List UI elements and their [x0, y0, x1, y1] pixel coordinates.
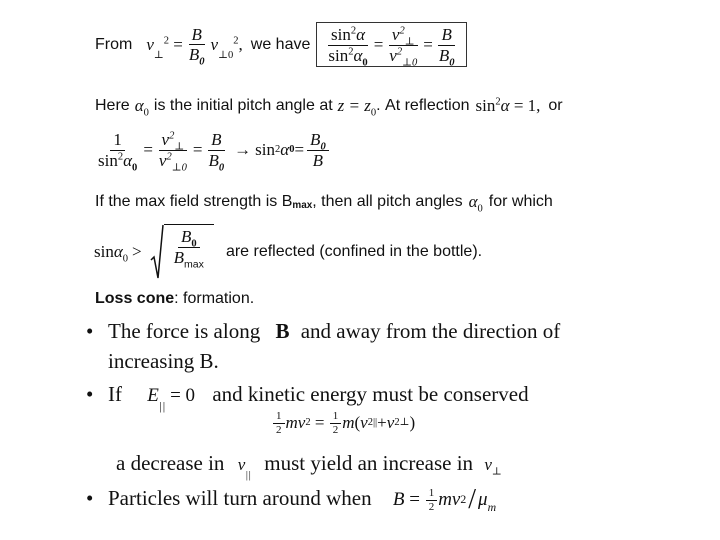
- frac-b0-b: $\frac{B_0}{B}$: [307, 130, 329, 170]
- eq-v-perp: $v_\perp^2$ =: [146, 34, 183, 61]
- e-parallel-eq-0: $E_{||} = 0$: [147, 385, 196, 413]
- frac-v-ratio-2: $\frac{v^2_\perp}{v^2_{\perp 0}}$: [158, 130, 187, 173]
- then-text: , then all pitch angles: [312, 193, 463, 210]
- bullet-force-cont-text: increasing B.: [108, 349, 219, 373]
- bullet-dot-icon: •: [86, 486, 94, 510]
- b-vector-symbol: B: [275, 319, 290, 343]
- or-word: or: [548, 97, 563, 114]
- here-word: Here: [95, 97, 130, 114]
- reflection-equation: $\frac{1}{\sin^2\alpha_0}$ = $\frac{v^2_\perp}{v^2_{\perp 0}}$ = $\frac{B}{B_0}$ → sin 2 α 0 = $\frac{B_0}{B}$: [92, 130, 332, 170]
- loss-cone-rest: : formation.: [174, 290, 255, 307]
- sqrt-expression: [150, 224, 214, 280]
- here-line: Here $\alpha_0$ is the initial pitch angle at $z = z_0$ . At reflection $\sin^2\alpha = 1$, or: [95, 96, 563, 119]
- loss-cone-label: Loss cone: [95, 290, 175, 307]
- frac-b-b0: $\frac{B}{B_0}$: [188, 24, 205, 68]
- decrease-line: [116, 451, 502, 482]
- bullet-turn: [86, 486, 496, 514]
- frac-b-ratio: $\frac{B}{B_0}$: [438, 25, 455, 68]
- frac-one-over-sin: $\frac{1}{\sin^2\alpha_0}$: [98, 130, 138, 173]
- bullet-force-continuation: [108, 349, 219, 374]
- energy-equation: $\frac{1}{2}$ mv 2 = $\frac{1}{2}$ m ( v 2 || + v 2 ⊥ ): [272, 410, 415, 436]
- bullet-turn-pre: Particles will turn around when: [108, 486, 372, 510]
- bullet-if-pre: If: [108, 382, 122, 406]
- loss-cone-line: [95, 290, 254, 308]
- arrow-icon: →: [234, 140, 252, 160]
- frac-v-ratio: $\frac{v^2_\perp}{v^2_{\perp 0}}$: [389, 25, 418, 68]
- frac-b0-bmax: $\frac{B_0}{B_{max}}$: [173, 227, 204, 270]
- alpha0-symbol-2: $\alpha_0$: [468, 192, 483, 215]
- from-word: From: [95, 35, 133, 53]
- bullet-force-pre: The force is along: [108, 319, 261, 343]
- bullet-if: [86, 382, 529, 413]
- for-which: for which: [488, 193, 553, 210]
- if-max-line: If the max field strength is B $_{max}$ , then all pitch angles $\alpha_0$ for which: [95, 192, 553, 215]
- reflected-text: are reflected (confined in the bottle).: [225, 243, 483, 260]
- bullet-if-post: and kinetic energy must be conserved: [212, 382, 529, 406]
- z-eq-z0: $z = z_0$: [337, 96, 377, 119]
- eq-v-perp0: $v_{\perp 0}^2$,: [210, 34, 243, 61]
- decrease-pre: a decrease in: [116, 451, 225, 475]
- reflection-text: At reflection: [385, 97, 470, 114]
- from-line: [95, 22, 467, 67]
- frac-b-ratio-2: $\frac{B}{B_0}$: [208, 130, 225, 173]
- turn-equation: B = $\frac{1}{2}$ mv 2 / μ $_m$: [392, 484, 497, 516]
- condition-line: sinα$_0$ > $\frac{B_0}{B_{max}}$ are reflected (confined in the bottle).: [94, 224, 482, 280]
- decrease-mid: must yield an increase in: [264, 451, 474, 475]
- boxed-equation: $\frac{\sin^2\alpha}{\sin^2\alpha_0}$ = $\frac{v^2_\perp}{v^2_{\perp 0}}$ = $\frac{B}{B_0}$: [316, 22, 466, 67]
- v-perp-symbol: $v_\perp$: [484, 455, 502, 478]
- bullet-force: [86, 319, 560, 344]
- alpha0-symbol: $\alpha_0$: [134, 96, 149, 119]
- sin-eq-1: $\sin^2\alpha = 1$,: [475, 96, 541, 115]
- frac-sin-ratio: $\frac{\sin^2\alpha}{\sin^2\alpha_0}$: [328, 25, 368, 68]
- bullet-dot-icon: •: [86, 382, 94, 406]
- have-word: we have: [250, 35, 311, 53]
- bullet-force-post: and away from the direction of: [300, 319, 561, 343]
- v-parallel-symbol: $v_{||}$: [237, 455, 252, 482]
- sin-alpha0: sinα$_0$: [94, 242, 129, 265]
- if-text: If the max field strength is B: [95, 193, 293, 210]
- here-text: is the initial pitch angle at: [153, 97, 333, 114]
- bullet-dot-icon: •: [86, 319, 94, 343]
